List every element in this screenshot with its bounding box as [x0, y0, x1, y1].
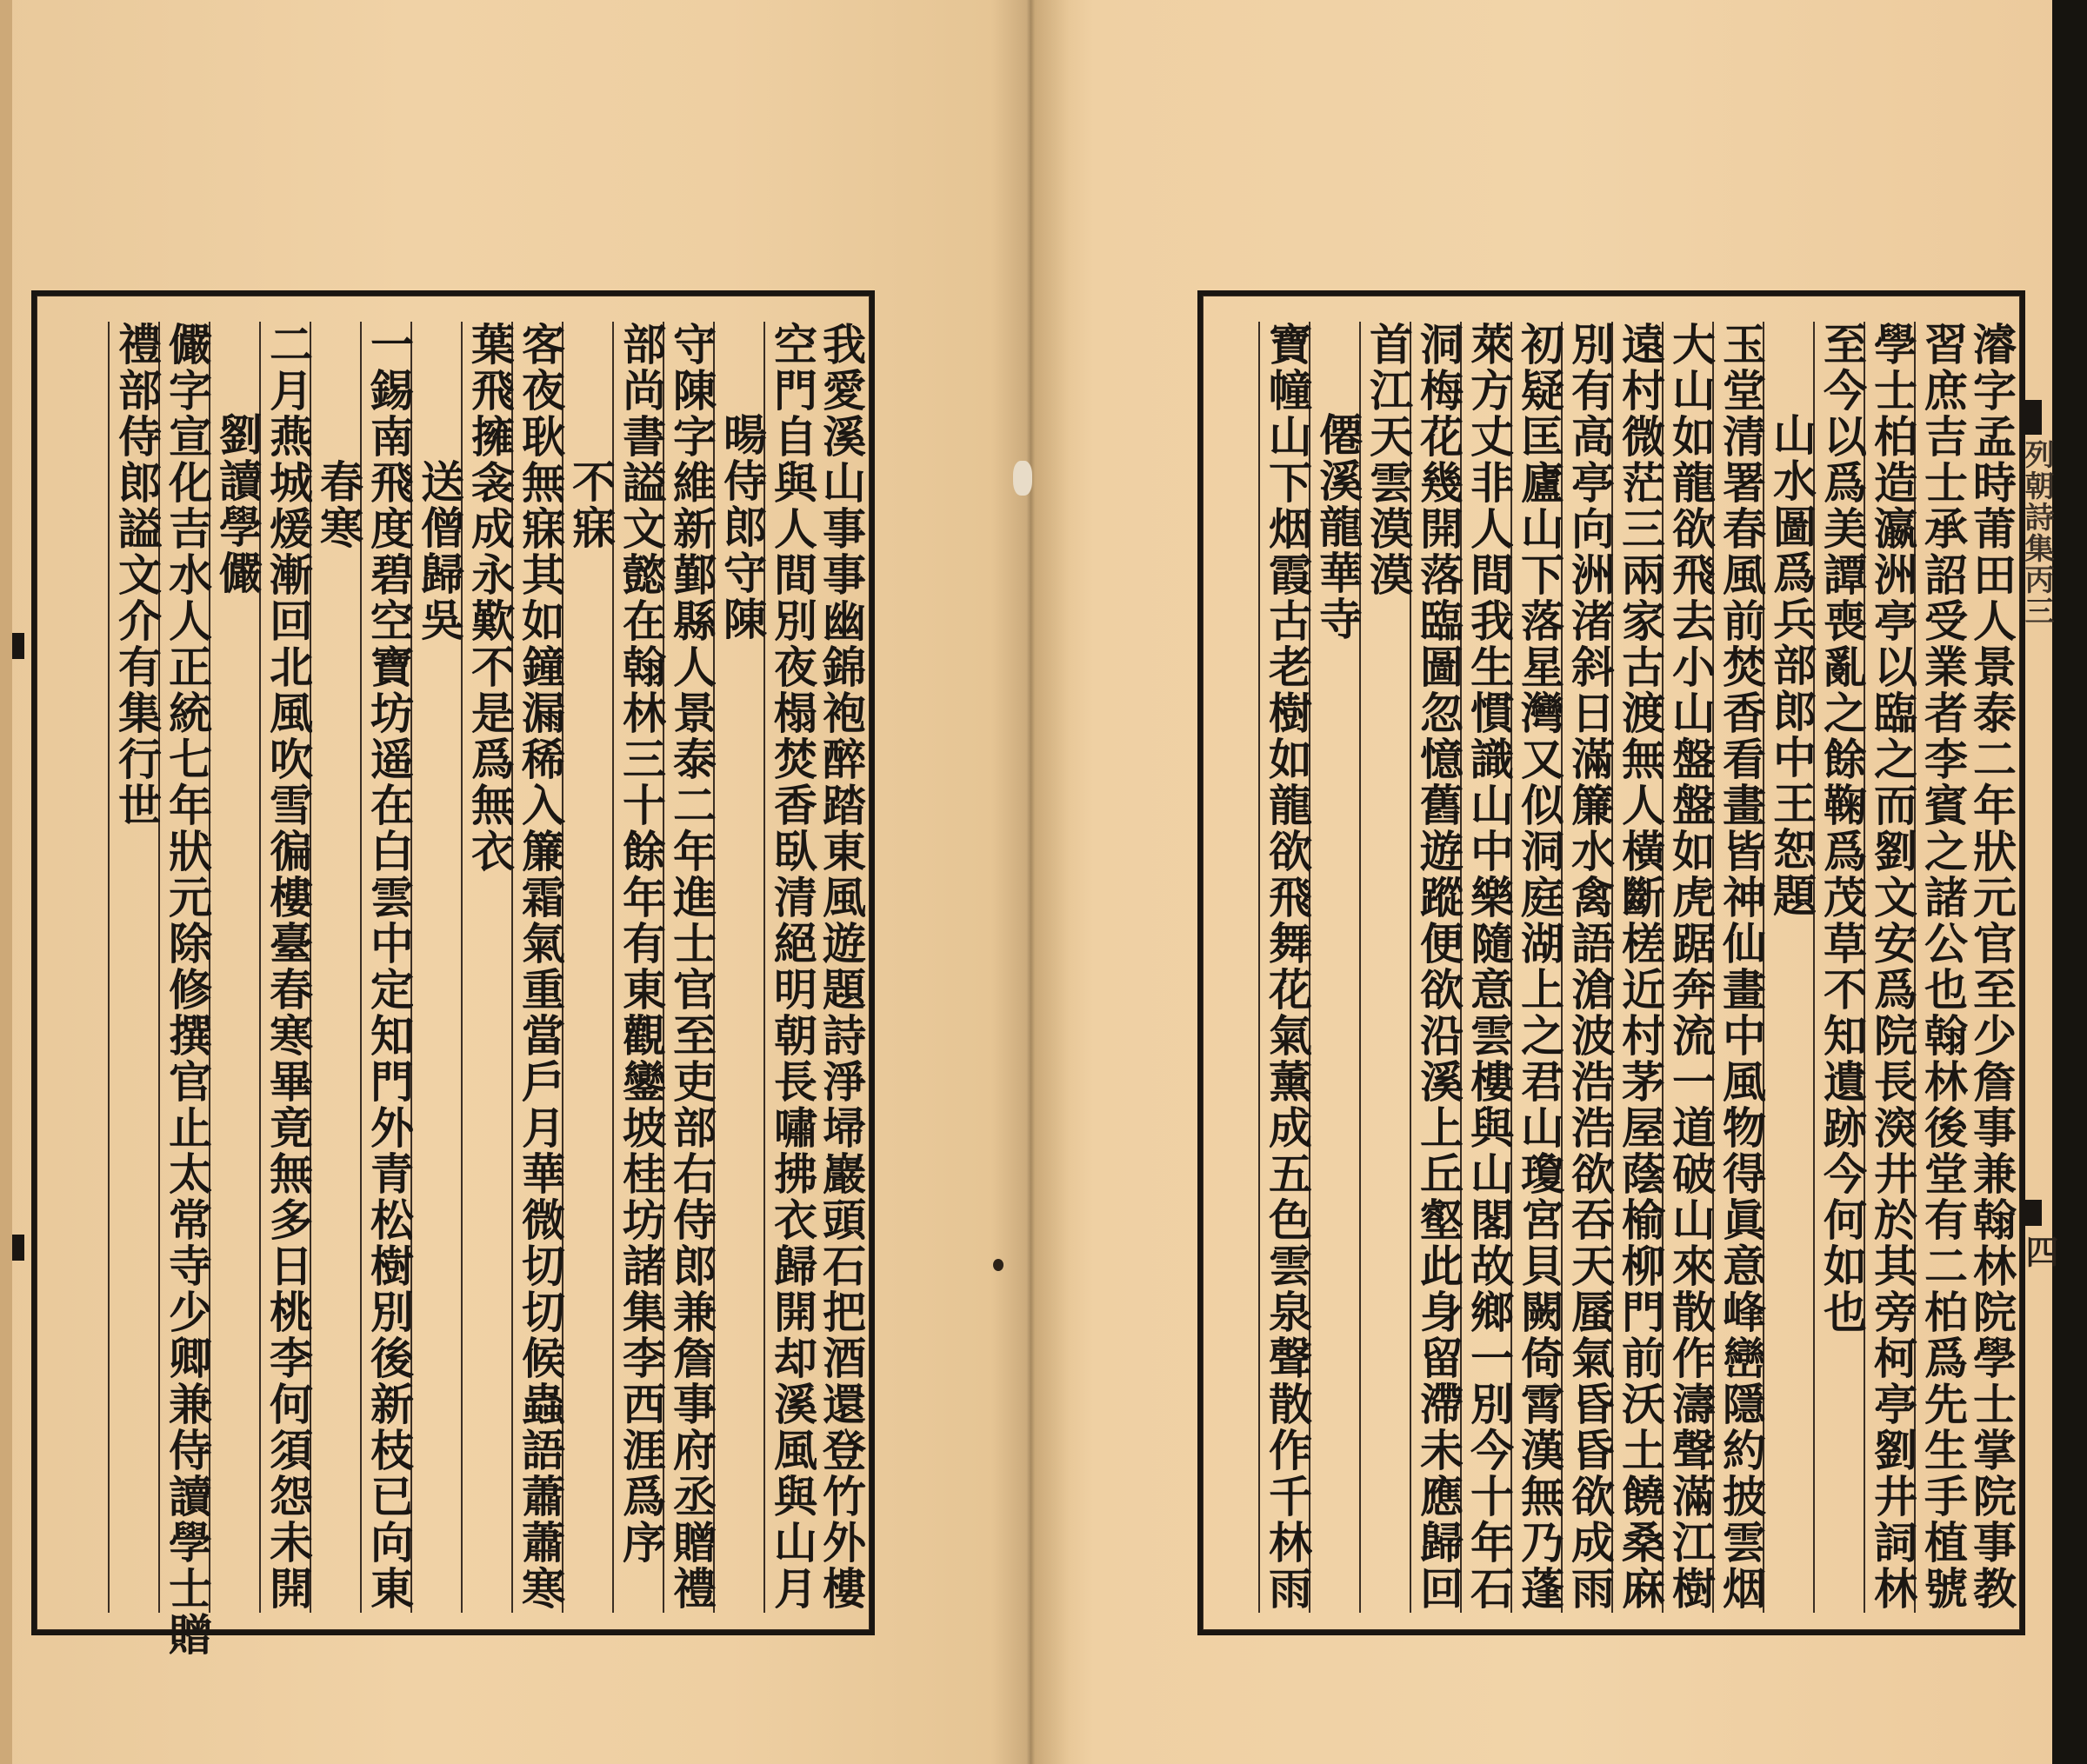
right-margin-label: 列朝詩集丙三	[2019, 439, 2054, 627]
right-page-column: 濬字孟時莆田人景泰二年狀元官至少詹事兼翰林院學士掌院事教	[1966, 322, 2017, 1612]
right-page-column: 初疑匡廬山下落星灣又似洞庭湖上之君山瓊宮貝闕倚霄漢無乃蓬	[1510, 322, 1561, 1613]
paper-tear	[1013, 461, 1032, 496]
right-page-column: 寶幢山下烟霞古老樹如龍欲飛舞花氣薰成五色雲泉聲散作千林雨	[1258, 322, 1309, 1613]
left-fishtail-mark-top	[12, 633, 24, 659]
left-page-column: 客夜耿無寐其如鐘漏稀入簾霜氣重當戶月華微切切候蟲語蕭蕭寒	[511, 322, 562, 1613]
left-text-frame	[31, 290, 875, 1658]
right-background-edge	[2052, 0, 2087, 1764]
right-page-column: 玉堂清署春風前焚香看畫皆神仙畫中風物得眞意峰巒隱約披雲烟	[1712, 322, 1763, 1613]
left-page-column: 守陳字維新鄞縣人景泰二年進士官至吏部右侍郎兼詹事府丞贈禮	[663, 322, 713, 1613]
right-fishtail-mark-bottom	[2023, 1200, 2042, 1226]
left-page-column: 春寒	[310, 322, 360, 1613]
right-fishtail-mark-top	[2023, 400, 2042, 435]
left-text-columns	[43, 322, 867, 1658]
right-page-column: 遠村微茫三兩家古渡無人橫斷槎近村茅屋蔭榆柳門前沃土饒桑麻	[1611, 322, 1662, 1613]
left-page-column: 一錫南飛度碧空寶坊遥在白雲中定知門外青松樹別後新枝已向東	[360, 322, 410, 1613]
right-text-frame	[1197, 290, 2025, 1635]
left-page-column: 葉飛擁衾成永歎不是爲無衣	[461, 322, 511, 1613]
left-page-column: 劉讀學儼	[209, 322, 259, 1613]
left-fishtail-mark-bottom	[12, 1235, 24, 1261]
right-page-column: 僊溪龍華寺	[1309, 322, 1359, 1613]
right-page-column: 至今以爲美譚喪亂之餘鞠爲茂草不知遺跡今何如也	[1813, 322, 1864, 1613]
stitch-hole	[993, 1259, 1003, 1271]
left-page-column: 二月燕城煖漸回北風吹雪徧樓臺春寒畢竟無多日桃李何須怨未開	[259, 322, 310, 1613]
right-page-column: 學士柏造瀛洲亭以臨之而劉文安爲院長㴱井於其旁柯亭劉井詞林	[1864, 322, 1914, 1613]
left-page-column: 儼字宣化吉水人正統七年狀元除修撰官止太常寺少卿兼侍讀學士贈	[158, 322, 209, 1613]
right-page-column: 大山如龍欲飛去小山盤盤如虎踞奔流一道破山來散作濤聲滿江樹	[1662, 322, 1712, 1613]
left-page-column: 我愛溪山事事幽錦袍醉踏東風遊題詩淨埽巖頭石把酒還登竹外樓	[816, 322, 867, 1612]
right-page-column: 洞梅花幾開落臨圖忽憶舊遊蹤便欲沿溪上丘壑此身留滯未應歸回	[1410, 322, 1460, 1613]
right-page-column: 山水圖爲兵部郎中王恕題	[1763, 322, 1813, 1613]
left-page-column: 不寐	[562, 322, 612, 1613]
left-page-edge	[0, 0, 12, 1764]
right-page-column: 習庶吉士承詔受業者李賓之諸公也翰林後堂有二柏爲先生手植號	[1914, 322, 1964, 1613]
left-page-column: 部尚書謚文懿在翰林三十餘年有東觀鑾坡桂坊諸集李西涯爲序	[612, 322, 663, 1613]
book-gutter	[991, 0, 1070, 1764]
right-page-column: 別有高亭向洲渚斜日滿簾水禽語滄波浩浩欲吞天蜃氣昏昏欲成雨	[1561, 322, 1611, 1613]
right-page-column: 首江天雲漠漠	[1359, 322, 1410, 1613]
left-page-column: 送僧歸吳	[410, 322, 461, 1613]
right-text-columns	[1210, 322, 2017, 1613]
left-page-column: 空門自與人間別夜榻焚香臥清絕明朝長嘯拂衣歸開却溪風與山月	[763, 322, 814, 1613]
right-margin-folio: 四	[2020, 1235, 2059, 1269]
left-page-column: 禮部侍郎謚文介有集行世	[108, 322, 158, 1613]
right-page-column: 萊方丈非人間我生慣識山中樂隨意雲樓與山閣故鄉一別今十年石	[1460, 322, 1510, 1613]
left-page-column: 暘侍郎守陳	[713, 322, 763, 1613]
